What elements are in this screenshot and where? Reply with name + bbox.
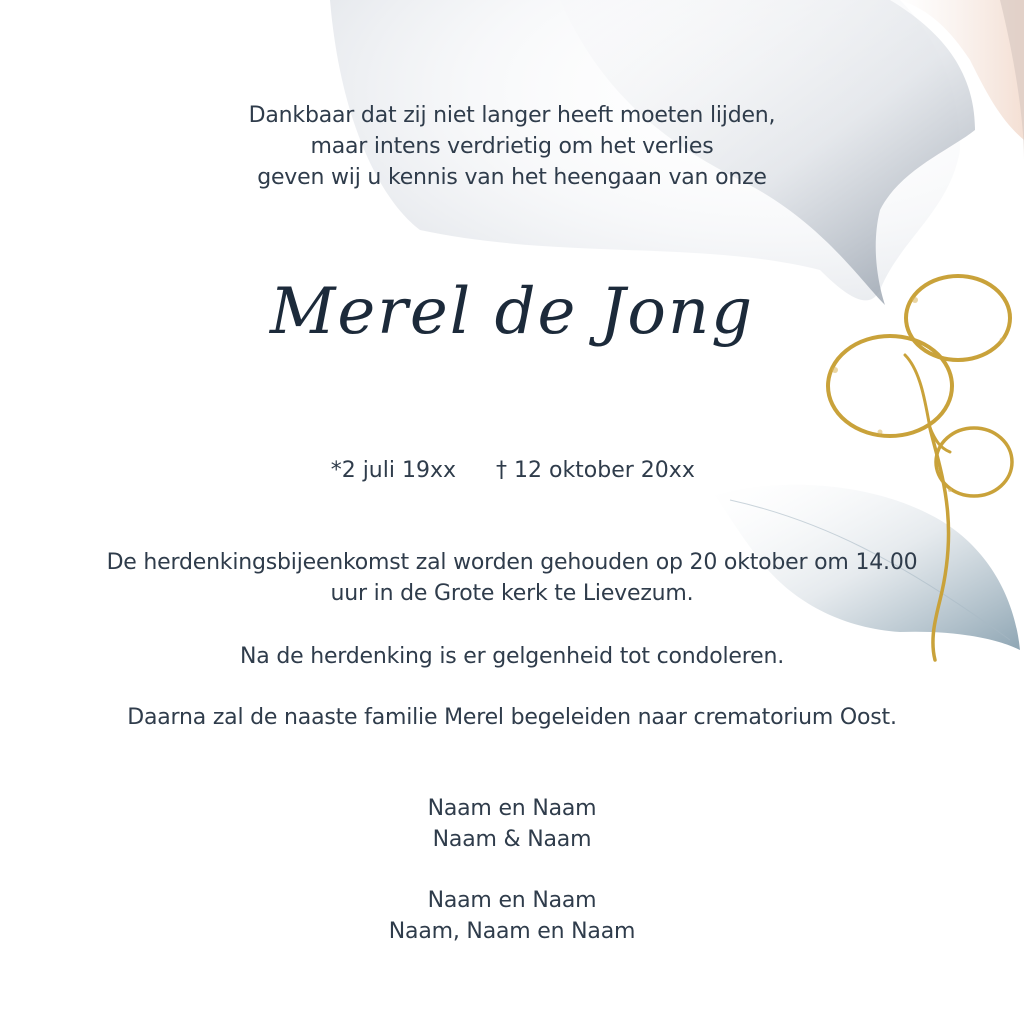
family-name-line: Naam & Naam — [432, 827, 592, 852]
birth-date: *2 juli 19xx — [330, 458, 456, 483]
condolence-line: Na de herdenking is er gelgenheid tot condoleren. — [239, 644, 784, 669]
intro-line-1: Dankbaar dat zij niet langer heeft moeten lijden, — [248, 103, 776, 128]
ceremony-line-1: De herdenkingsbijeenkomst zal worden gehouden op 20 oktober om 14.00 — [106, 550, 918, 575]
family-name-line: Naam en Naam — [427, 888, 597, 913]
family-name-line: Naam, Naam en Naam — [388, 919, 636, 944]
ceremony-line-2: uur in de Grote kerk te Lievezum. — [330, 581, 694, 606]
life-dates — [0, 455, 1024, 487]
family-name-line: Naam en Naam — [427, 796, 597, 821]
cremation-line: Daarna zal de naaste familie Merel begeleiden naar crematorium Oost. — [127, 705, 897, 730]
deceased-name: Merel de Jong — [269, 275, 755, 349]
intro-line-2: maar intens verdrietig om het verlies — [310, 134, 714, 159]
death-date: † 12 oktober 20xx — [496, 458, 695, 483]
intro-line-3: geven wij u kennis van het heengaan van onze — [257, 165, 767, 190]
